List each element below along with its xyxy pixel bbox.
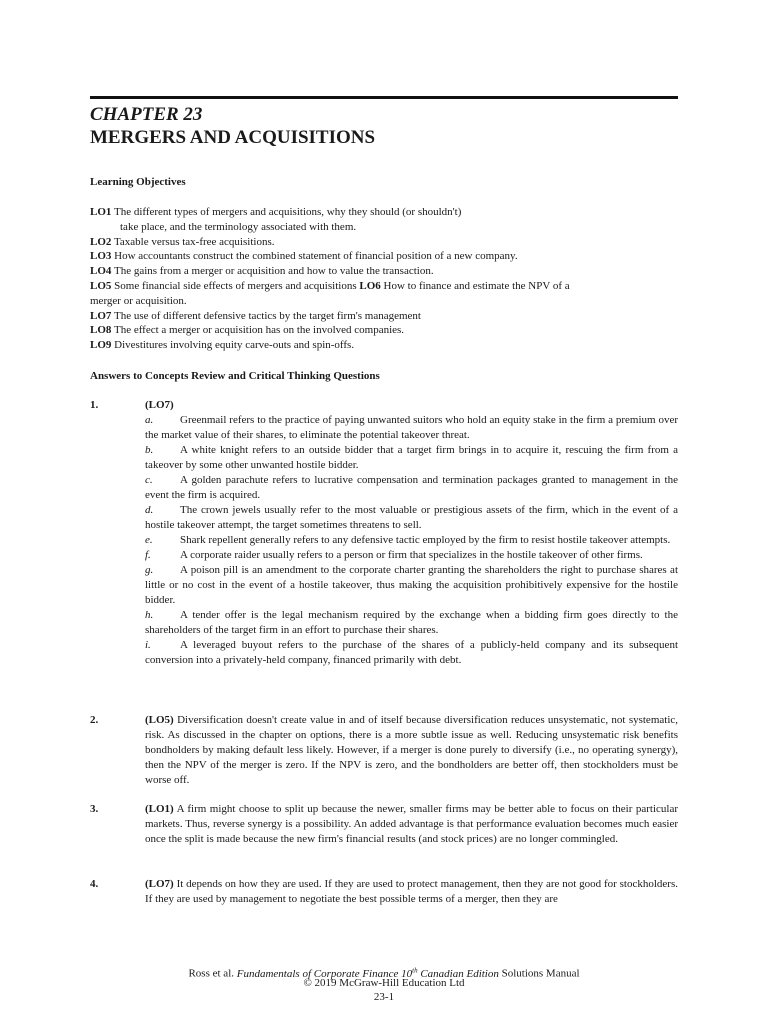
lo-item: LO9 Divestitures involving equity carve-outs and spin-offs. (90, 339, 355, 352)
lo-item: LO2 Taxable versus tax-free acquisitions. (90, 235, 275, 248)
question-2 (90, 713, 678, 788)
learning-objectives-list (90, 205, 680, 353)
chapter-title: MERGERS AND ACQUISITIONS (90, 127, 376, 148)
definition-item: a. Greenmail refers to the practice of paying unwanted suitors who hold an equity stake in the firm a premium over the market value of their shares, to eliminate the potential takeover threat. (145, 414, 678, 441)
lo-item: LO7 The use of different defensive tactics by the target firm's management (90, 309, 421, 322)
answer-text: (LO7) It depends on how they are used. If they are used to protect management, then they are not good for stockholders. If they are used by management to negotiate the best possible terms of a merger, then they are (145, 878, 678, 905)
footer-copyright: © 2019 McGraw-Hill Education Ltd (303, 977, 465, 989)
answer-text: (LO5) Diversification doesn't create value in and of itself because diversification reduces unsystematic, not systematic, risk. As discussed in the chapter on options, there is a more subtle issue as well. Reducing unsystematic risk benefits bondholders by making default less likely. However, if a merger is done purely to diversify (i.e., no operating synergy), then the NPV of the merger is zero. If the NPV is zero, and the bondholders are better off, then stockholders must be worse off. (145, 714, 679, 786)
lo-item-continuation: take place, and the terminology associated with them. (120, 220, 357, 233)
definition-item: b. A white knight refers to an outside bidder that a target firm brings in to acquire it, rescuing the firm from a takeover by some other unwanted hostile bidder. (145, 444, 678, 471)
question-4 (90, 877, 678, 907)
page-number: 23-1 (373, 991, 395, 1003)
top-rule (90, 96, 678, 99)
definition-item: i. A leveraged buyout refers to the purchase of the shares of a publicly-held company and its subsequent conversion into a privately-held company, financed primarily with debt. (145, 639, 678, 666)
definition-list (145, 413, 678, 668)
answers-heading: Answers to Concepts Review and Critical Thinking Questions (90, 370, 380, 382)
answer-text: (LO1) A firm might choose to split up because the newer, smaller firms may be better able to focus on their particular markets. Thus, reverse synergy is a possibility. An added advantage is that performance evaluation becomes much easier once the split is made because the new firm's financial results (and stock prices) are no longer commingled. (145, 803, 678, 845)
definition-item: f. A corporate raider usually refers to a person or firm that specializes in the hostile takeover of other firms. (145, 549, 643, 561)
definition-item: d. The crown jewels usually refer to the most valuable or prestigious assets of the firm, which in the event of a hostile takeover attempt, the target sometimes threatens to sell. (145, 504, 678, 531)
lo-item-continuation: merger or acquisition. (90, 294, 187, 307)
lo-item: LO8 The effect a merger or acquisition has on the involved companies. (90, 324, 405, 337)
definition-item: c. A golden parachute refers to lucrative compensation and termination packages granted to management in the event the firm is acquired. (145, 474, 678, 501)
question-number: 2. (90, 714, 99, 726)
question-number: 4. (90, 878, 99, 890)
definition-item: h. A tender offer is the legal mechanism required by the exchange when a bidding firm goes directly to the shareholders of the target firm in an effort to purchase their shares. (145, 609, 678, 636)
question-number: 3. (90, 803, 99, 815)
definition-item: g. A poison pill is an amendment to the corporate charter granting the shareholders the right to purchase shares at little or no cost in the event of a hostile takeover, thus making the acquisition prohibitively expensive for the hostile bidder. (145, 564, 678, 606)
question-3 (90, 802, 678, 847)
lo-item: LO4 The gains from a merger or acquisition and how to value the transaction. (90, 265, 434, 278)
question-lo: (LO7) (145, 399, 174, 411)
definition-item: e. Shark repellent generally refers to any defensive tactic employed by the firm to resist hostile takeover attempts. (145, 534, 671, 546)
footer-citation: Ross et al. Fundamentals of Corporate Finance 10th Canadian Edition Solutions Manual (188, 966, 580, 980)
lo-item: LO1 The different types of mergers and acquisitions, why they should (or shouldn't) (90, 206, 462, 218)
learning-objectives-heading: Learning Objectives (90, 176, 186, 188)
lo-item: LO5 Some financial side effects of mergers and acquisitions LO6 How to finance and estimate the NPV of a (90, 279, 570, 292)
chapter-number: CHAPTER 23 (90, 104, 203, 125)
lo-item: LO3 How accountants construct the combined statement of financial position of a new company. (90, 250, 518, 263)
question-number: 1. (90, 399, 99, 411)
